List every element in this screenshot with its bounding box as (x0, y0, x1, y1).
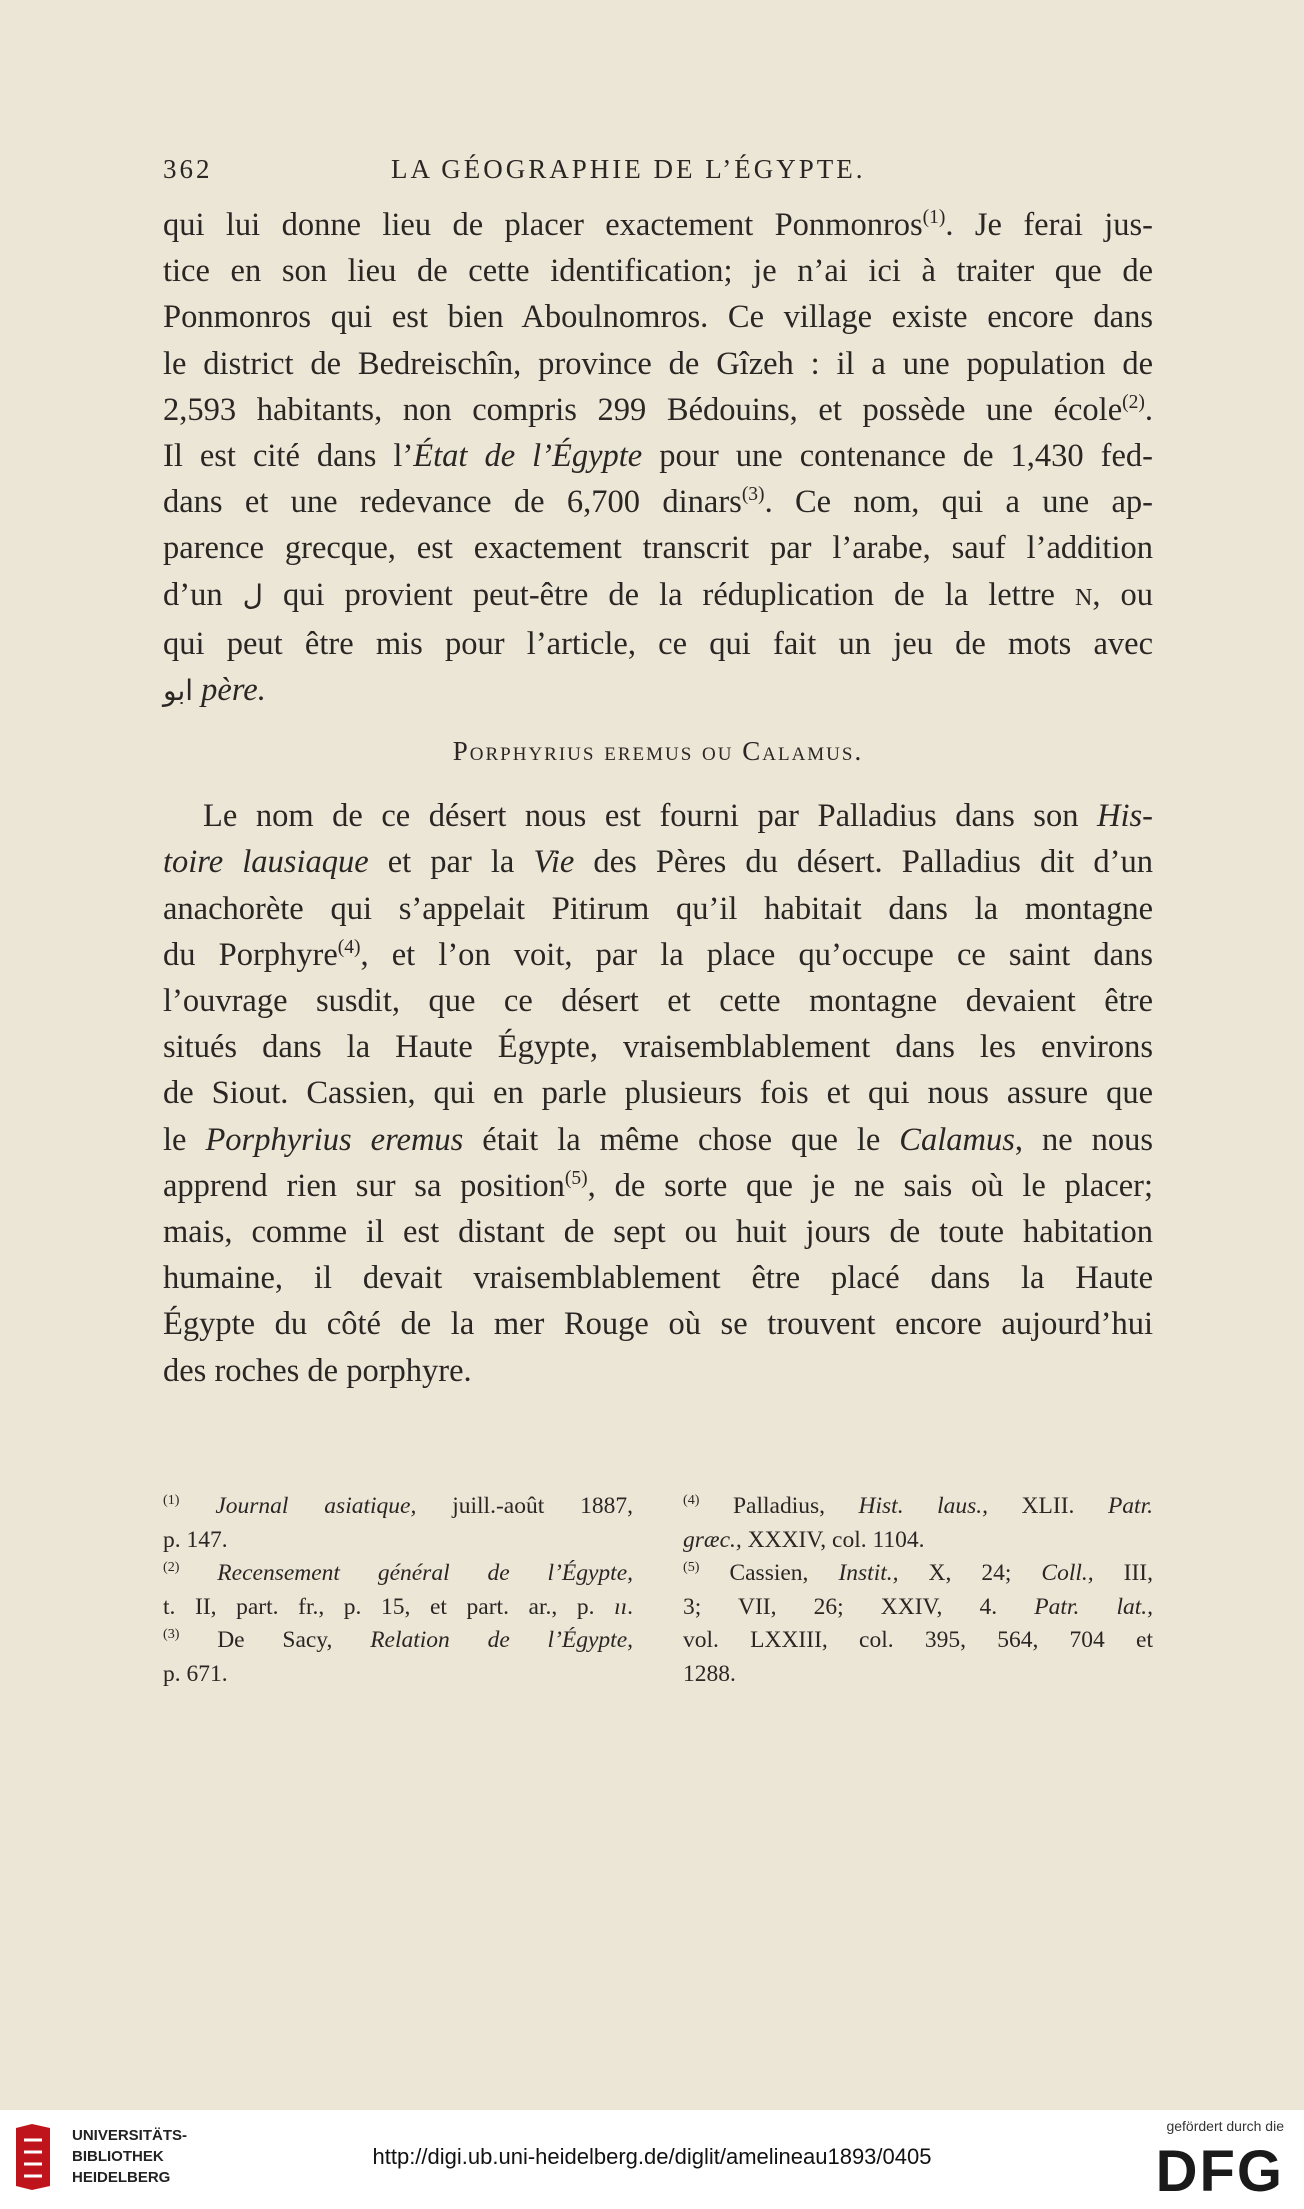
footnote-line: $^{(2)}$ Recensement général de l’Égypte, (163, 1559, 633, 1586)
footnote-line: p. 147. (163, 1526, 228, 1553)
footnote-line: 1288. (683, 1660, 736, 1687)
text-line: le Porphyrius eremus était la même chose que le Calamus, ne nous (163, 1121, 1153, 1158)
footnotes-right-column (683, 1490, 1153, 1691)
section-heading: Porphyrius eremus ou Calamus. (452, 736, 864, 767)
footnote-line: 3; VII, 26; XXIV, 4. Patr. lat., (683, 1593, 1154, 1620)
footnote-ref: (3) (741, 484, 765, 506)
footnote-line: $^{(1)}$ Journal asiatique, juill.-août 1887, (163, 1492, 633, 1519)
text-line: parence grecque, est exactement transcrit par l’arabe, sauf l’addition (163, 530, 1153, 567)
paragraph-ponmonros (163, 202, 1153, 714)
text-line: ابو père. (163, 672, 266, 709)
text-line: dans et une redevance de 6,700 dinars$^{(3)}$. Ce nom, qui a une ap- (163, 484, 1153, 521)
arabic-letter: ل (242, 578, 263, 612)
text-line: du Porphyre$^{(4)}$, et l’on voit, par la place qu’occupe ce saint dans (163, 936, 1153, 973)
paragraph-porphyrius (163, 793, 1153, 1394)
footnote-ref: (4) (337, 937, 361, 959)
arabic-word: ابو (163, 674, 194, 708)
text-line: qui peut être mis pour l’article, ce qui fait un jeu de mots avec (163, 625, 1153, 662)
page-number: 362 (163, 154, 213, 184)
text-line: tice en son lieu de cette identification; je n’ai ici à traiter que de (163, 253, 1153, 290)
running-head (163, 150, 1153, 194)
text-line: de Siout. Cassien, qui en parle plusieurs fois et qui nous assure que (163, 1075, 1153, 1112)
text-line: qui lui donne lieu de placer exactement Ponmonros$^{(1)}$. Je ferai jus- (163, 207, 1153, 243)
footnote-ref: (1) (922, 207, 946, 229)
text-line: le district de Bedreischîn, province de Gîzeh : il a une population de (163, 345, 1153, 382)
footnote-ref: (2) (1122, 391, 1145, 413)
text-line: Il est cité dans l’État de l’Égypte pour une contenance de 1,430 fed- (163, 438, 1153, 475)
text-line: Le nom de ce désert nous est fourni par Palladius dans son His- (203, 798, 1153, 835)
page-content (163, 150, 1154, 1687)
text-line: l’ouvrage susdit, que ce désert et cette montagne devaient être (163, 983, 1153, 1020)
text-line: situés dans la Haute Égypte, vraisemblablement dans les environs (163, 1029, 1153, 1066)
footnote-line: $^{(5)}$ Cassien, Instit., X, 24; Coll., III, (683, 1559, 1154, 1586)
text-line: Ponmonros qui est bien Aboulnomros. Ce village existe encore dans (163, 299, 1153, 336)
dfg-logo: DFG (1155, 2139, 1284, 2204)
text-line: d’un ل qui provient peut-être de la réduplication de la lettre N, ou (163, 576, 1154, 613)
footnote-line: $^{(4)}$ Palladius, Hist. laus., XLII. Patr. (683, 1492, 1153, 1519)
footnote-ref: (5) (564, 1168, 588, 1190)
viewer-footer (0, 2110, 1304, 2209)
text-line: anachorète qui s’appelait Pitirum qu’il habitait dans la montagne (163, 890, 1153, 927)
footnote-line: græc., XXXIV, col. 1104. (683, 1526, 925, 1553)
text-line: des roches de porphyre. (163, 1352, 472, 1389)
text-line: apprend rien sur sa position$^{(5)}$, de sorte que je ne sais où le placer; (163, 1167, 1153, 1204)
text-line: Égypte du côté de la mer Rouge où se trouvent encore aujourd’hui (163, 1306, 1153, 1343)
text-line: humaine, il devait vraisemblablement être placé dans la Haute (163, 1260, 1153, 1297)
footnote-line: $^{(3)}$ De Sacy, Relation de l’Égypte, (163, 1626, 634, 1653)
running-title: LA GÉOGRAPHIE DE L’ÉGYPTE. (391, 154, 866, 184)
footnotes-left-column (163, 1490, 633, 1691)
permalink-url[interactable]: http://digi.ub.uni-heidelberg.de/diglit/amelineau1893/0405 (372, 2144, 932, 2169)
footnote-line: t. II, part. fr., p. 15, et part. ar., p. ıı. (163, 1593, 633, 1620)
text-line: toire lausiaque et par la Vie des Pères du désert. Palladius dit d’un (163, 844, 1153, 881)
library-name: UNIVERSITÄTS- BIBLIOTHEK HEIDELBERG (72, 2127, 188, 2186)
footnote-line: p. 671. (163, 1660, 228, 1687)
footnote-line: vol. LXXIII, col. 395, 564, 704 et (683, 1627, 1153, 1653)
funding-note: gefördert durch die (1166, 2118, 1284, 2134)
text-line: mais, comme il est distant de sept ou huit jours de toute habitation (163, 1214, 1153, 1251)
text-line: 2,593 habitants, non compris 299 Bédouins, et possède une école$^{(2)}$. (163, 391, 1153, 428)
